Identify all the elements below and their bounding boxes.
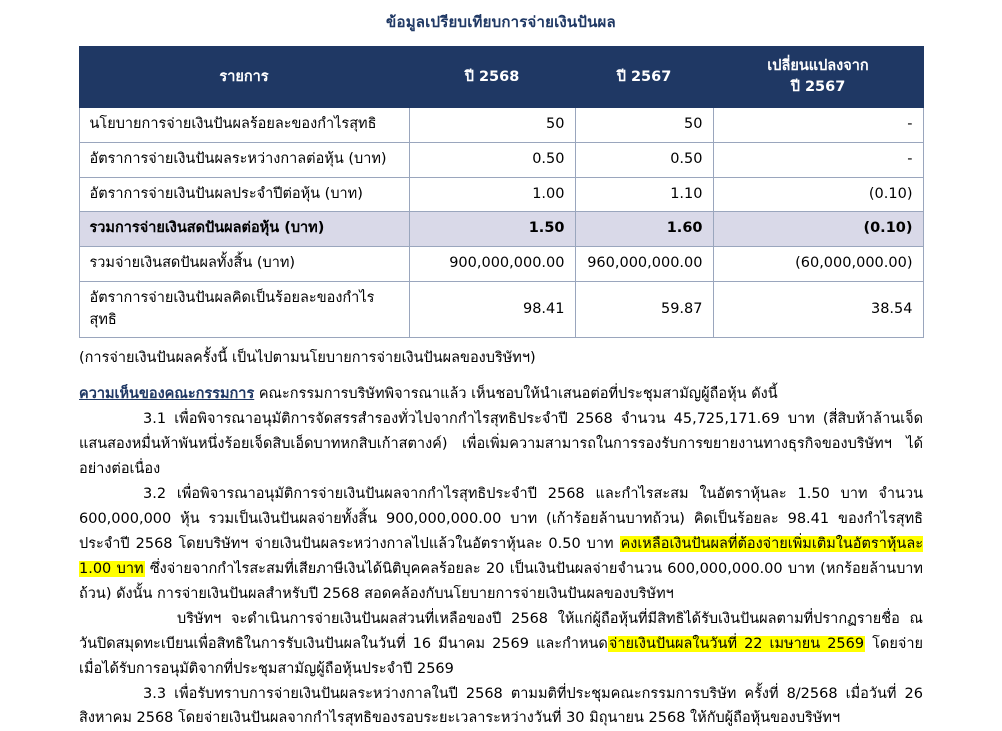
- opinion-heading: ความเห็นของคณะกรรมการ: [79, 386, 255, 403]
- opinion-heading-paragraph: [79, 382, 923, 407]
- paragraph-payment-text-b: โดยจ่ายเมื่อได้รับการอนุมัติจากที่ประชุมสามัญผู้ถือหุ้นประจำปี 2569: [79, 635, 923, 677]
- board-opinion-section: [79, 382, 923, 731]
- table-row-total: [79, 212, 923, 247]
- column-header-change-line1: เปลี่ยนแปลงจาก: [767, 58, 869, 74]
- table-row: [79, 281, 923, 338]
- paragraph-3-2-text-a: 3.2 เพื่อพิจารณาอนุมัติการจ่ายเงินปันผลจากกำไรสุทธิประจำปี 2568 และกำไรสะสม ในอัตราหุ้นละ 1.50 บาท จำนวน 600,000,000 หุ้น รวมเป็นเงินปันผลจ่ายทั้งสิ้น 900,000,000.00 บาท (เก้าร้อยล้านบาทถ้วน) คิดเป็นร้อยละ 98.41 ของกำไรสุทธิประจำปี 2568 โดยบริษัทฯ จ่ายเงินปันผลระหว่างกาลไปแล้วในอัตราหุ้นละ 0.50 บาท: [79, 486, 923, 552]
- row-label: อัตราการจ่ายเงินปันผลประจำปีต่อหุ้น (บาท): [79, 177, 409, 212]
- paragraph-3-1-text: 3.1 เพื่อพิจารณาอนุมัติการจัดสรรสำรองทั่วไปจากกำไรสุทธิประจำปี 2568 จำนวน 45,725,171.69 บาท (สี่สิบห้าล้านเจ็ดแสนสองหมื่นห้าพันหนึ่งร้อยเจ็ดสิบเอ็ดบาทหกสิบเก้าสตางค์) เพื่อเพิ่มความสามารถในการรองรับการขยายงานทางธุรกิจของบริษัทฯ ได้อย่างต่อเนื่อง: [79, 411, 923, 478]
- paragraph-3-1: [79, 407, 923, 482]
- row-label: อัตราการจ่ายเงินปันผลระหว่างกาลต่อหุ้น (บาท): [79, 142, 409, 177]
- row-value-change: -: [713, 108, 923, 143]
- row-value-change: (0.10): [713, 177, 923, 212]
- column-header-item: รายการ: [79, 47, 409, 108]
- table-row: [79, 142, 923, 177]
- row-label: รวมจ่ายเงินสดปันผลทั้งสิ้น (บาท): [79, 247, 409, 282]
- table-row: [79, 177, 923, 212]
- row-value-2568: 1.00: [409, 177, 575, 212]
- row-label: นโยบายการจ่ายเงินปันผลร้อยละของกำไรสุทธิ: [79, 108, 409, 143]
- paragraph-3-3: [79, 682, 923, 731]
- page-title: ข้อมูลเปรียบเทียบการจ่ายเงินปันผล: [386, 13, 616, 31]
- row-value-change: (60,000,000.00): [713, 247, 923, 282]
- row-label: รวมการจ่ายเงินสดปันผลต่อหุ้น (บาท): [79, 212, 409, 247]
- row-label: อัตราการจ่ายเงินปันผลคิดเป็นร้อยละของกำไรสุทธิ: [79, 281, 409, 338]
- column-header-change-line2: ปี 2567: [790, 79, 846, 96]
- column-header-change: [713, 47, 923, 108]
- column-header-year-2568: ปี 2568: [409, 47, 575, 108]
- row-value-change: (0.10): [713, 212, 923, 247]
- row-value-2568: 900,000,000.00: [409, 247, 575, 282]
- table-row: [79, 108, 923, 143]
- paragraph-payment-text-a: บริษัทฯ จะดำเนินการจ่ายเงินปันผลส่วนที่เหลือของปี 2568 ให้แก่ผู้ถือหุ้นที่มีสิทธิได้รับเงินปันผลตามที่ปรากฏรายชื่อ ณ วันปิดสมุดทะเบียนเพื่อสิทธิในการรับเงินปันผลในวันที่ 16 มีนาคม 2569 และกำหนด: [79, 610, 923, 652]
- paragraph-3-3-text: 3.3 เพื่อรับทราบการจ่ายเงินปันผลระหว่างกาลในปี 2568 ตามมติที่ประชุมคณะกรรมการบริษัท ครั้งที่ 8/2568 เมื่อวันที่ 26 สิงหาคม 2568 โดยจ่ายเงินปันผลจากกำไรสุทธิของรอบระยะเวลาระหว่างวันที่ 30 มิถุนายน 2568 ให้กับผู้ถือหุ้นของบริษัทฯ: [79, 685, 923, 727]
- paragraph-payment-date: [79, 607, 923, 682]
- row-value-2567: 0.50: [575, 142, 713, 177]
- opinion-intro: คณะกรรมการบริษัทพิจารณาแล้ว เห็นชอบให้นำเสนอต่อที่ประชุมสามัญผู้ถือหุ้น ดังนี้: [254, 386, 778, 403]
- dividend-comparison-table: [79, 46, 924, 338]
- table-footnote: (การจ่ายเงินปันผลครั้งนี้ เป็นไปตามนโยบายการจ่ายเงินปันผลของบริษัทฯ): [79, 350, 536, 367]
- highlighted-dividend-amount: คงเหลือเงินปันผลที่ต้องจ่ายเพิ่มเติมในอัตราหุ้นละ 1.00 บาท: [79, 535, 923, 577]
- paragraph-3-2: [79, 482, 923, 607]
- row-value-2568: 50: [409, 108, 575, 143]
- paragraph-3-2-text-b: ซึ่งจ่ายจากกำไรสะสมที่เสียภาษีเงินได้นิติบุคคลร้อยละ 20 เป็นเงินปันผลจ่ายจำนวน 600,000,000.00 บาท (หกร้อยล้านบาทถ้วน) ดังนั้น การจ่ายเงินปันผลสำหรับปี 2568 สอดคล้องกับนโยบายการจ่ายเงินปันผลของบริษัทฯ: [79, 560, 923, 602]
- row-value-2567: 1.60: [575, 212, 713, 247]
- row-value-2568: 98.41: [409, 281, 575, 338]
- row-value-2567: 1.10: [575, 177, 713, 212]
- row-value-change: 38.54: [713, 281, 923, 338]
- row-value-2567: 59.87: [575, 281, 713, 338]
- row-value-2568: 0.50: [409, 142, 575, 177]
- column-header-year-2567: ปี 2567: [575, 47, 713, 108]
- highlighted-payment-date: จ่ายเงินปันผลในวันที่ 22 เมษายน 2569: [608, 635, 865, 652]
- row-value-2568: 1.50: [409, 212, 575, 247]
- row-value-2567: 50: [575, 108, 713, 143]
- table-header-row: [79, 47, 923, 108]
- document-page: [0, 10, 1002, 730]
- row-value-2567: 960,000,000.00: [575, 247, 713, 282]
- row-value-change: -: [713, 142, 923, 177]
- table-row: [79, 247, 923, 282]
